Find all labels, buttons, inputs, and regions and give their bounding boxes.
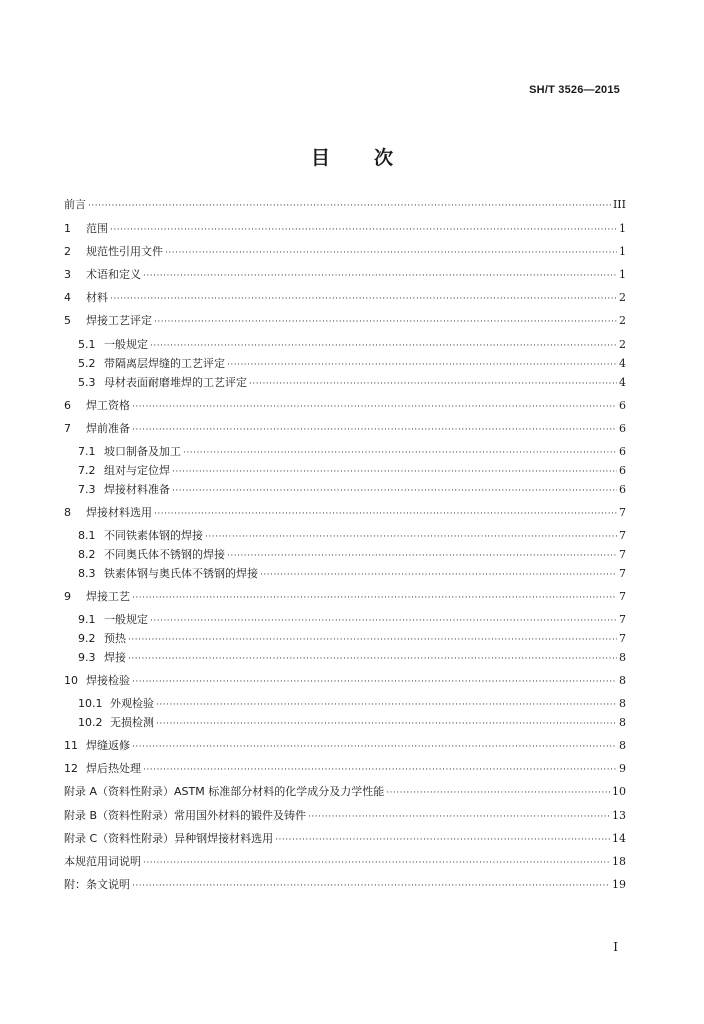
toc-entry[interactable]	[64, 877, 626, 893]
toc-entry-number: 10.2	[78, 716, 103, 729]
toc-entry-label: 范围	[86, 222, 108, 235]
toc-entry-page: 2	[619, 291, 626, 304]
toc-entry-page: 8	[619, 739, 626, 752]
toc-entry-label: 前言	[64, 198, 86, 211]
toc-entry[interactable]	[78, 650, 626, 666]
toc-entry-number: 9.3	[78, 651, 96, 664]
toc-entry[interactable]	[64, 221, 626, 237]
toc-entry[interactable]	[78, 444, 626, 460]
toc-dot-leader	[132, 422, 617, 438]
toc-entry-page: 6	[619, 464, 626, 477]
toc-dot-leader	[150, 613, 617, 629]
toc-entry-label: 术语和定义	[86, 268, 141, 281]
toc-entry-page: 1	[619, 268, 626, 281]
toc-dot-leader	[227, 548, 617, 564]
toc-dot-leader	[156, 716, 617, 732]
toc-entry-page: 2	[619, 338, 626, 351]
toc-entry-label: 焊接材料选用	[86, 506, 152, 519]
toc-entry[interactable]	[78, 715, 626, 731]
toc-entry[interactable]	[64, 267, 626, 283]
toc-entry-number: 7	[64, 422, 71, 435]
toc-entry[interactable]	[78, 375, 626, 391]
toc-entry-label: 附录 B（资料性附录）常用国外材料的锻件及铸件	[64, 809, 307, 822]
toc-entry-page: 7	[619, 613, 626, 626]
toc-entry[interactable]	[64, 589, 626, 605]
toc-entry-number: 8	[64, 506, 71, 519]
toc-dot-leader	[143, 762, 617, 778]
toc-dot-leader	[227, 357, 617, 373]
toc-entry-label: 附录 C（资料性附录）异种钢焊接材料选用	[64, 832, 274, 845]
toc-entry-number: 8.1	[78, 529, 96, 542]
toc-entry-page: 7	[619, 567, 626, 580]
toc-dot-leader	[260, 567, 617, 583]
toc-entry-page: 1	[619, 245, 626, 258]
toc-entry[interactable]	[64, 761, 626, 777]
toc-entry-page: 8	[619, 697, 626, 710]
toc-entry[interactable]	[78, 547, 626, 563]
toc-entry-number: 7.2	[78, 464, 96, 477]
toc-entry[interactable]	[64, 290, 626, 306]
toc-entry-page: 14	[612, 832, 626, 845]
toc-entry-label: 本规范用词说明	[64, 855, 141, 868]
toc-entry-number: 10	[64, 674, 78, 687]
toc-entry[interactable]	[78, 463, 626, 479]
toc-entry-label: 焊接工艺	[86, 590, 130, 603]
toc-entry-label: 母材表面耐磨堆焊的工艺评定	[104, 376, 247, 389]
toc-entry[interactable]	[64, 244, 626, 260]
toc-entry[interactable]	[78, 566, 626, 582]
toc-entry-number: 6	[64, 399, 71, 412]
toc-entry-number: 2	[64, 245, 71, 258]
toc-entry-number: 10.1	[78, 697, 103, 710]
toc-entry-page: 7	[619, 590, 626, 603]
toc-dot-leader	[143, 268, 617, 284]
toc-entry-page: 13	[612, 809, 626, 822]
toc-entry-page: 4	[619, 357, 626, 370]
toc-entry[interactable]	[64, 197, 626, 213]
toc-entry[interactable]	[78, 482, 626, 498]
toc-entry-label: 外观检验	[110, 697, 154, 710]
toc-entry-label: 焊接材料准备	[104, 483, 170, 496]
toc-dot-leader	[165, 245, 617, 261]
toc-dot-leader	[183, 445, 617, 461]
toc-entry-label: 材料	[86, 291, 108, 304]
toc-dot-leader	[249, 376, 617, 392]
toc-entry-number: 7.1	[78, 445, 96, 458]
toc-dot-leader	[88, 198, 611, 214]
standard-code: SH/T 3526—2015	[529, 84, 620, 96]
toc-entry-page: 19	[612, 878, 626, 891]
toc-entry-page: 18	[612, 855, 626, 868]
toc-entry-page: 7	[619, 529, 626, 542]
toc-entry[interactable]	[64, 738, 626, 754]
toc-entry-number: 9.2	[78, 632, 96, 645]
toc-entry-page: 7	[619, 548, 626, 561]
toc-entry-label: 一般规定	[104, 338, 148, 351]
toc-entry-label: 规范性引用文件	[86, 245, 163, 258]
toc-entry-page: 9	[619, 762, 626, 775]
toc-entry-label: 焊接工艺评定	[86, 314, 152, 327]
toc-entry-label: 附录 A（资料性附录）ASTM 标准部分材料的化学成分及力学性能	[64, 785, 385, 798]
toc-dot-leader	[172, 483, 617, 499]
toc-entry[interactable]	[78, 337, 626, 353]
toc-entry-label: 焊接检验	[86, 674, 130, 687]
toc-entry-number: 8.2	[78, 548, 96, 561]
toc-entry[interactable]	[64, 505, 626, 521]
title-char-1: 目	[310, 147, 330, 169]
toc-dot-leader	[386, 785, 610, 801]
toc-entry[interactable]	[64, 831, 626, 847]
toc-dot-leader	[172, 464, 617, 480]
toc-entry-label: 焊缝返修	[86, 739, 130, 752]
toc-entry-page: 7	[619, 632, 626, 645]
toc-entry-page: 8	[619, 674, 626, 687]
title-char-2: 次	[374, 147, 394, 169]
toc-dot-leader	[156, 697, 617, 713]
toc-entry-page: 8	[619, 651, 626, 664]
toc-dot-leader	[132, 399, 617, 415]
toc-entry-number: 12	[64, 762, 78, 775]
toc-dot-leader	[132, 590, 617, 606]
toc-entry[interactable]	[64, 421, 626, 437]
toc-dot-leader	[205, 529, 617, 545]
toc-entry[interactable]	[78, 528, 626, 544]
toc-entry[interactable]	[78, 356, 626, 372]
toc-entry-label: 焊工资格	[86, 399, 130, 412]
toc-entry-label: 不同铁素体钢的焊接	[104, 529, 203, 542]
toc-entry-page: 4	[619, 376, 626, 389]
toc-entry-page: 6	[619, 399, 626, 412]
toc-entry-number: 8.3	[78, 567, 96, 580]
toc-dot-leader	[128, 632, 617, 648]
toc-entry-page: 6	[619, 422, 626, 435]
toc-entry-number: 5.1	[78, 338, 96, 351]
toc-entry-page: 10	[612, 785, 626, 798]
page-number: I	[613, 940, 618, 954]
toc-entry-label: 焊前准备	[86, 422, 130, 435]
toc-entry-page: 7	[619, 506, 626, 519]
toc-entry-label: 预热	[104, 632, 126, 645]
toc-dot-leader	[150, 338, 617, 354]
toc-entry[interactable]	[64, 398, 626, 414]
toc-entry-number: 7.3	[78, 483, 96, 496]
toc-dot-leader	[132, 674, 617, 690]
toc-entry-page: 6	[619, 483, 626, 496]
toc-entry[interactable]	[78, 631, 626, 647]
toc-entry-page: 6	[619, 445, 626, 458]
toc-entry-label: 焊后热处理	[86, 762, 141, 775]
toc-entry-label: 坡口制备及加工	[104, 445, 181, 458]
toc-entry-page: 1	[619, 222, 626, 235]
toc-entry-number: 5.3	[78, 376, 96, 389]
toc-entry[interactable]	[64, 784, 626, 800]
toc-entry-number: 3	[64, 268, 71, 281]
toc-entry-number: 1	[64, 222, 71, 235]
toc-entry[interactable]	[78, 612, 626, 628]
toc-entry[interactable]	[64, 673, 626, 689]
toc-entry-label: 无损检测	[110, 716, 154, 729]
toc-dot-leader	[132, 739, 617, 755]
toc-dot-leader	[275, 832, 610, 848]
toc-entry[interactable]	[64, 313, 626, 329]
toc-entry-number: 4	[64, 291, 71, 304]
toc-dot-leader	[308, 809, 610, 825]
toc-entry-page: 2	[619, 314, 626, 327]
toc-entry-label: 附：条文说明	[64, 878, 130, 891]
toc-entry-label: 焊接	[104, 651, 126, 664]
toc-entry-number: 9.1	[78, 613, 96, 626]
toc-entry[interactable]	[64, 808, 626, 824]
toc-entry-page: 8	[619, 716, 626, 729]
toc-entry-number: 11	[64, 739, 78, 752]
toc-dot-leader	[143, 855, 610, 871]
toc-entry-label: 一般规定	[104, 613, 148, 626]
toc-dot-leader	[110, 222, 617, 238]
toc-dot-leader	[110, 291, 617, 307]
toc-entry-number: 5.2	[78, 357, 96, 370]
toc-entry-number: 5	[64, 314, 71, 327]
toc-dot-leader	[132, 878, 610, 894]
toc-entry-label: 铁素体钢与奥氏体不锈钢的焊接	[104, 567, 258, 580]
toc-entry-page: III	[612, 198, 626, 211]
toc-dot-leader	[128, 651, 617, 667]
toc-entry-label: 带隔离层焊缝的工艺评定	[104, 357, 225, 370]
toc-entry[interactable]	[78, 696, 626, 712]
toc-dot-leader	[154, 506, 617, 522]
toc-dot-leader	[154, 314, 617, 330]
toc-entry-number: 9	[64, 590, 71, 603]
toc-entry-label: 不同奥氏体不锈钢的焊接	[104, 548, 225, 561]
toc-entry-label: 组对与定位焊	[104, 464, 170, 477]
toc-entry[interactable]	[64, 854, 626, 870]
